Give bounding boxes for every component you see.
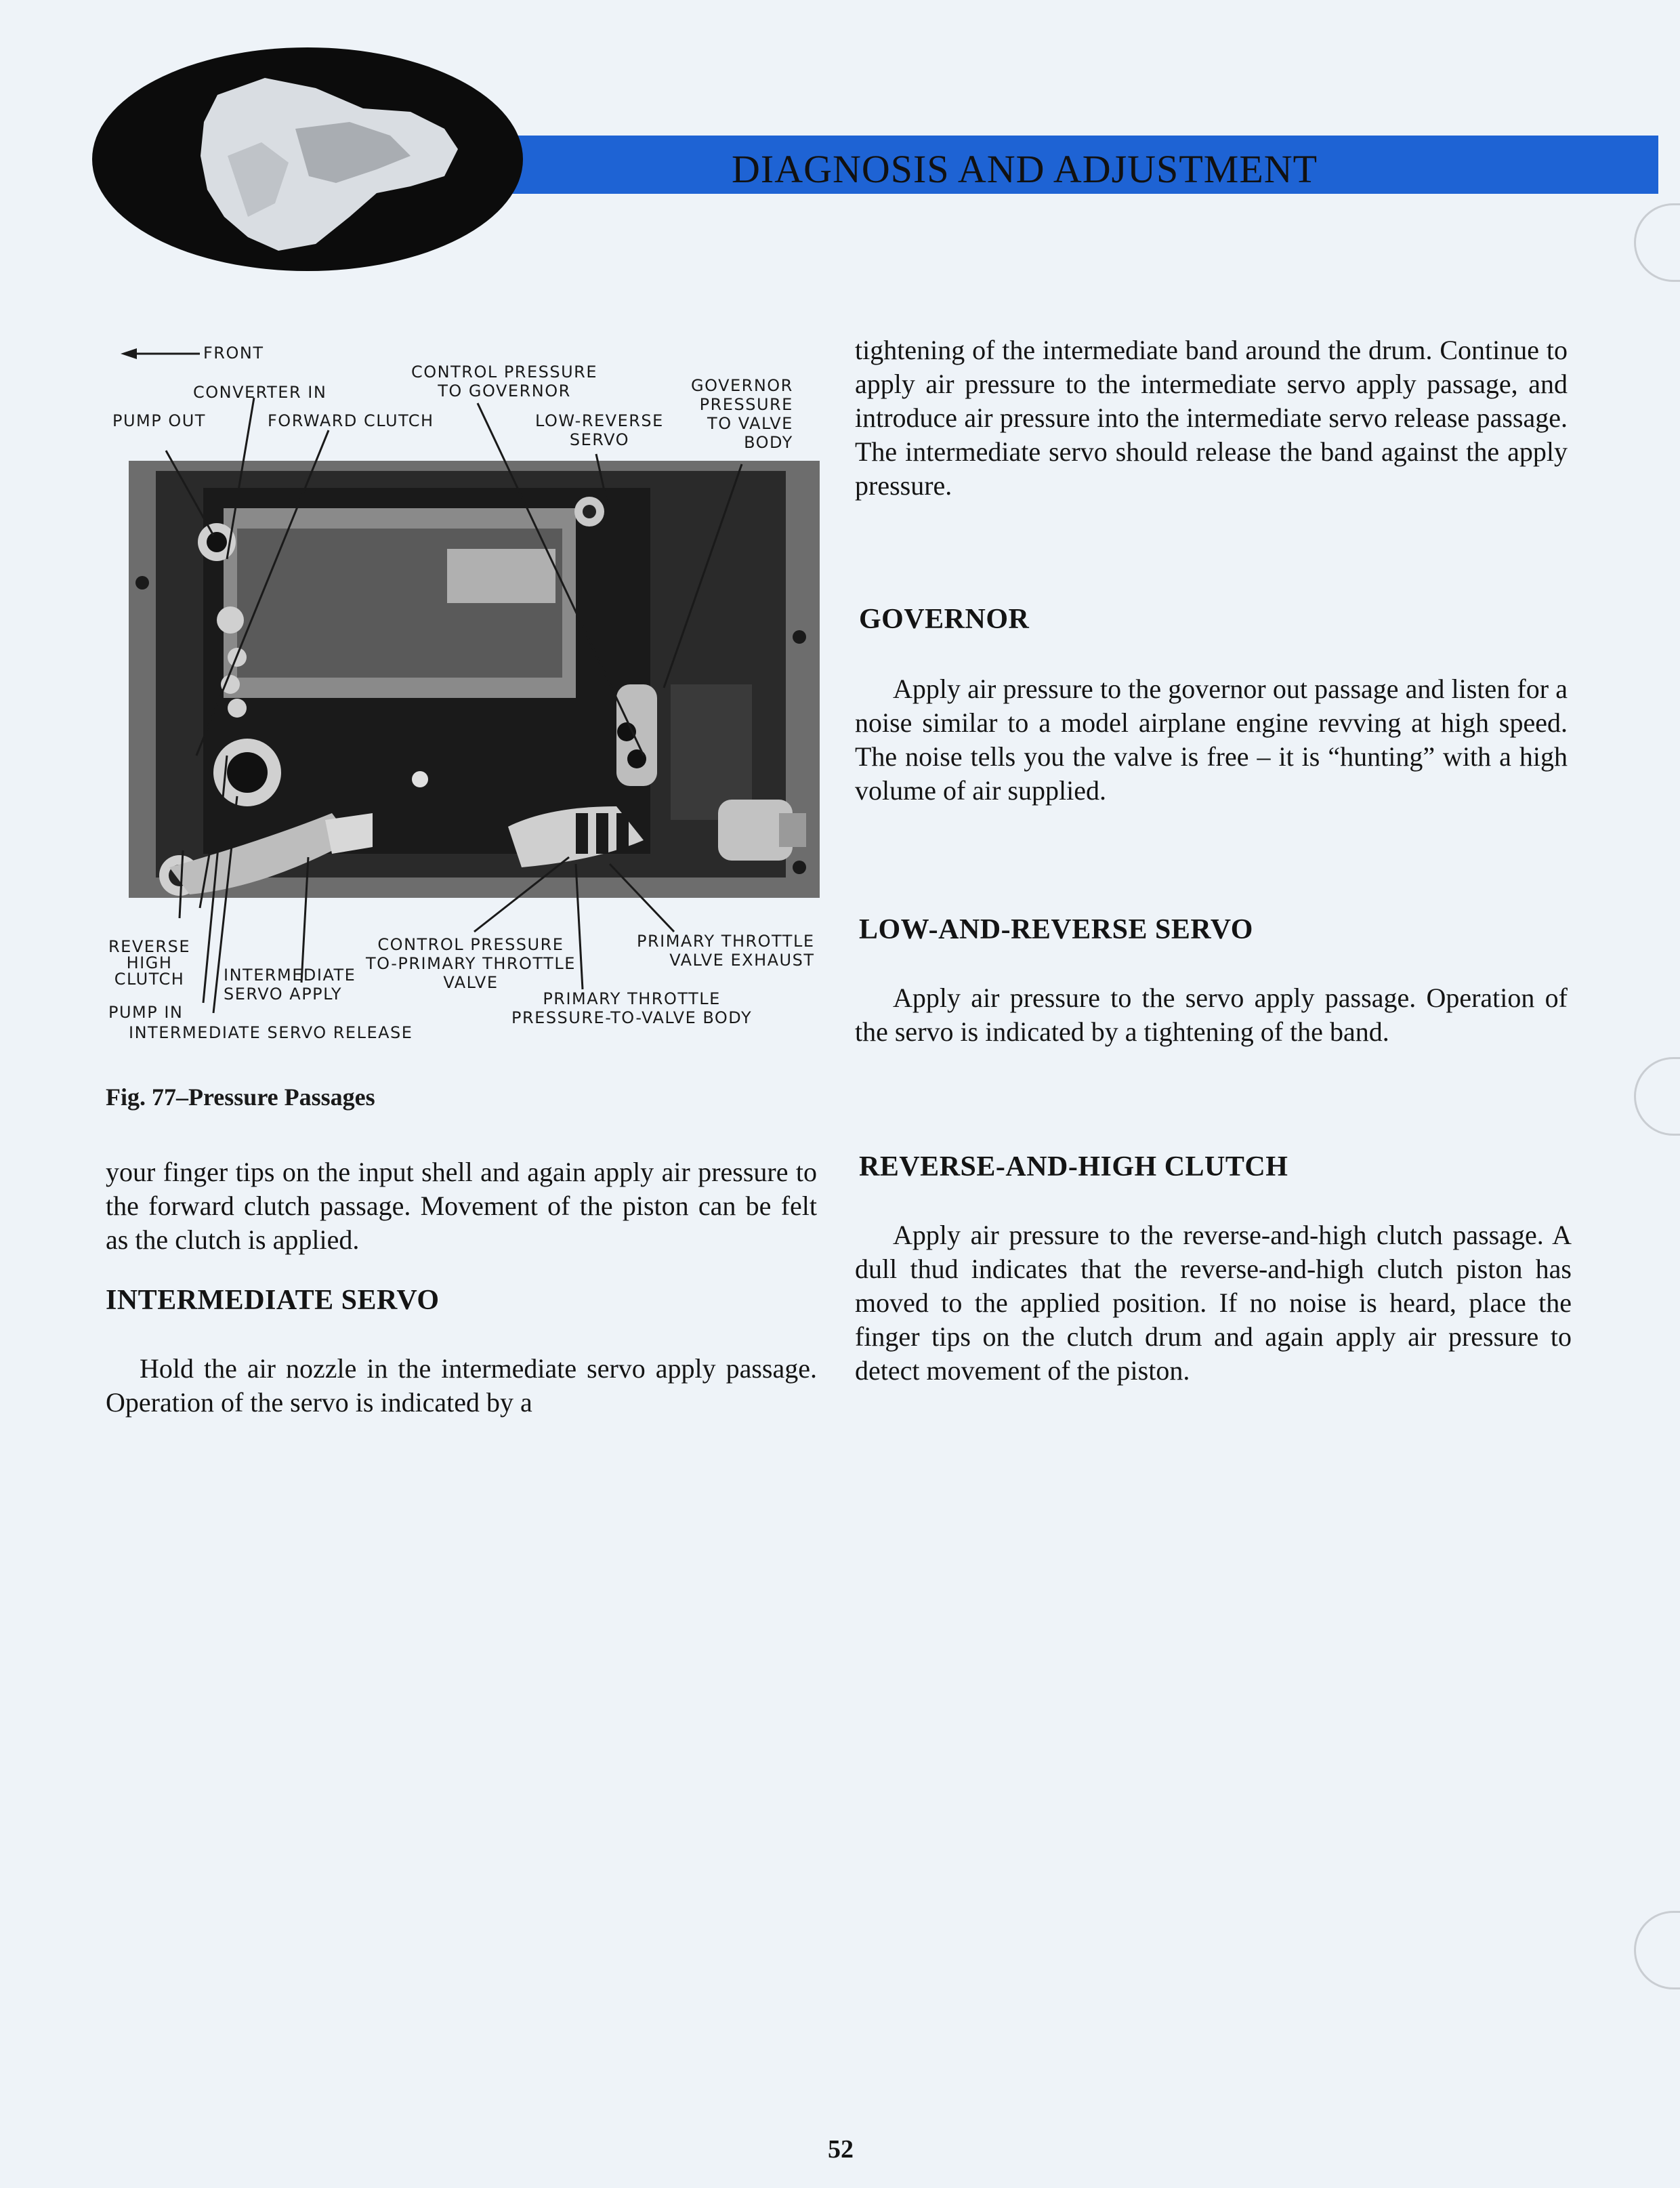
label-pump-in: PUMP IN: [108, 1003, 184, 1022]
label-low-reverse-servo: LOW-REVERSE SERVO: [535, 411, 664, 449]
heading-governor: GOVERNOR: [859, 604, 1030, 635]
label-pump-out: PUMP OUT: [112, 411, 206, 430]
label-governor-pressure: GOVERNOR PRESSURE TO VALVE BODY: [691, 376, 793, 452]
label-intermediate-servo-apply: INTERMEDIATE SERVO APPLY: [224, 966, 356, 1004]
right-col-para-1: [855, 333, 1568, 503]
heading-intermediate-servo: INTERMEDIATE SERVO: [106, 1285, 440, 1316]
page-header: [87, 47, 1577, 271]
label-primary-throttle-pressure: PRIMARY THROTTLE PRESSURE-TO-VALVE BODY: [511, 989, 753, 1027]
left-col-para-2: [106, 1352, 817, 1420]
right-col-para-3: [855, 981, 1568, 1049]
pressure-passages-figure: [108, 335, 826, 1067]
label-primary-throttle-exhaust: PRIMARY THROTTLE VALVE EXHAUST: [637, 932, 815, 970]
right-col-para-2: [855, 672, 1568, 808]
paragraph: Apply air pressure to the reverse-and-high clutch passage. A dull thud indicates that the reverse-and-high clutch piston has moved to the applied position. If no noise is heard, place the finger tips on the clutch drum and again apply air pressure to detect movement of the piston.: [855, 1220, 1572, 1386]
paragraph: Hold the air nozzle in the intermediate servo apply passage. Operation of the servo is indicated by a: [106, 1353, 817, 1418]
heading-low-and-reverse-servo: LOW-AND-REVERSE SERVO: [859, 914, 1253, 945]
label-control-pressure-primary: CONTROL PRESSURE TO-PRIMARY THROTTLE VALVE: [366, 935, 576, 992]
heading-reverse-and-high-clutch: REVERSE-AND-HIGH CLUTCH: [859, 1151, 1288, 1182]
label-forward-clutch: FORWARD CLUTCH: [268, 411, 434, 430]
right-col-para-4: [855, 1218, 1572, 1388]
label-control-pressure-governor: CONTROL PRESSURE TO GOVERNOR: [411, 363, 598, 400]
punch-hole: [1634, 1057, 1680, 1136]
figure-caption: Fig. 77–Pressure Passages: [106, 1083, 375, 1111]
paragraph: your finger tips on the input shell and again apply air pressure to the forward clutch passage. Movement of the piston can be felt as the clutch is applied.: [106, 1157, 817, 1255]
left-col-para-1: [106, 1155, 817, 1257]
page-number: 52: [828, 2135, 854, 2164]
transmission-logo: [92, 47, 523, 271]
paragraph: Apply air pressure to the governor out passage and listen for a noise similar to a model airplane engine revving at high speed. The noise tells you the valve is free – it is “hunting” with a high volume of air supplied.: [855, 674, 1568, 806]
paragraph: tightening of the intermediate band around the drum. Continue to apply air pressure to the intermediate servo apply passage, and introduce air pressure into the intermediate servo release passage. The intermediate servo should release the band against the apply pressure.: [855, 335, 1568, 501]
punch-hole: [1634, 1911, 1680, 1989]
paragraph: Apply air pressure to the servo apply passage. Operation of the servo is indicated by a tightening of the band.: [855, 983, 1568, 1047]
punch-hole: [1634, 203, 1680, 282]
label-front: FRONT: [203, 344, 264, 363]
label-converter-in: CONVERTER IN: [193, 383, 327, 402]
label-intermediate-servo-release: INTERMEDIATE SERVO RELEASE: [129, 1023, 413, 1042]
label-reverse-high-clutch: REVERSE HIGH CLUTCH: [108, 937, 190, 989]
header-title: DIAGNOSIS AND ADJUSTMENT: [732, 147, 1318, 191]
